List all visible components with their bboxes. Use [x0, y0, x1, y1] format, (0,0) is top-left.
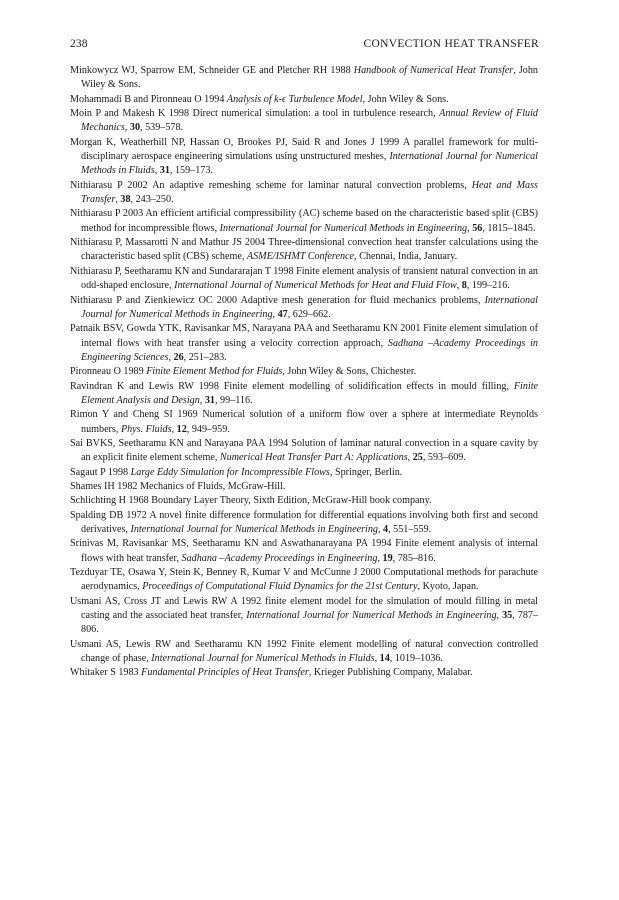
- reference-pages: , John Wiley & Sons.: [81, 65, 538, 91]
- reference-authors: Usmani AS, Lewis RW and Seetharamu KN 1992: [70, 638, 292, 650]
- reference-source: Annual Review of Fluid Mechanics: [81, 108, 538, 134]
- reference-authors: Morgan K, Weatherhill NP, Hassan O, Brookes PJ, Said R and Jones J 1999: [70, 136, 403, 148]
- reference-entry: Spalding DB 1972 A novel finite difference formulation for differential equations involving both first and second derivatives, International Journal for Numerical Methods in Engineering, 4, 551–559.: [70, 509, 538, 535]
- reference-entry: Rimon Y and Cheng SI 1969 Numerical solution of a uniform flow over a sphere at intermediate Reynolds numbers, Phys. Fluids, 12, 949–959.: [70, 409, 538, 435]
- reference-source: International Journal for Numerical Methods in Fluids: [151, 653, 375, 665]
- reference-title: Finite element modelling of natural convection controlled change of phase,: [81, 638, 538, 665]
- reference-entry: Srinivas M, Ravisankar MS, Seetharamu KN and Aswathanarayana PA 1994 Finite element analysis of internal flows with heat transfer, Sadhana –Academy Proceedings in Engineering, 19, 785–816.: [70, 538, 538, 564]
- running-title: CONVECTION HEAT TRANSFER: [363, 38, 539, 50]
- reference-authors: Nithiarasu P and Zienkiewicz OC 2000: [70, 294, 241, 306]
- reference-title: Boundary Layer Theory, Sixth Edition, McGraw-Hill book company.: [151, 495, 432, 507]
- reference-source: International Journal for Numerical Methods in Engineering: [246, 610, 497, 622]
- reference-pages: , 593–609.: [422, 452, 466, 464]
- reference-volume: 38: [120, 194, 131, 206]
- reference-authors: Moin P and Makesh K 1998: [70, 108, 193, 120]
- reference-authors: Tezduyar TE, Osawa Y, Stein K, Benney R, Kumar V and McCunne J 2000: [70, 567, 384, 579]
- reference-entry: Sai BVKS, Seetharamu KN and Narayana PAA 1994 Solution of laminar natural convection in a square cavity by an explicit finite element scheme, Numerical Heat Transfer Part A: Applications, 25, 593–609.: [70, 437, 539, 464]
- reference-authors: Nithiarasu P, Massarotti N and Mathur JS 2004: [70, 237, 269, 249]
- reference-source: Finite Element Method for Fluids: [146, 366, 283, 378]
- reference-entry: [70, 93, 538, 107]
- reference-entry: [70, 480, 538, 494]
- reference-title: Finite element analysis of transient natural convection in an odd-shaped enclosure,: [81, 265, 538, 292]
- reference-pages: , 159–173.: [169, 165, 213, 177]
- reference-title: Solution of laminar natural convection in a square cavity by an explicit finite element scheme,: [81, 437, 539, 464]
- reference-volume: 25: [412, 452, 423, 464]
- reference-pages: , John Wiley & Sons.: [362, 93, 449, 105]
- reference-entry: Moin P and Makesh K 1998 Direct numerical simulation: a tool in turbulence research, Annual Review of Fluid Mechanics, 30, 539–578.: [70, 108, 538, 134]
- reference-entry: [70, 466, 538, 480]
- reference-pages: , 539–578.: [140, 122, 184, 134]
- reference-authors: Ravindran K and Lewis RW 1998: [70, 380, 224, 392]
- reference-authors: Sai BVKS, Seetharamu KN and Narayana PAA 1994: [70, 437, 292, 449]
- reference-volume: 12: [176, 423, 187, 435]
- reference-pages: , 251–283.: [183, 351, 227, 363]
- reference-list: [70, 64, 538, 681]
- reference-pages: , John Wiley & Sons, Chichester.: [282, 366, 417, 378]
- reference-pages: , Chennai, India, January.: [354, 251, 458, 263]
- reference-authors: Shames IH 1982: [70, 480, 141, 492]
- reference-entry: [70, 566, 538, 595]
- reference-title: Finite element modelling of solidification effects in mould filling,: [223, 380, 514, 392]
- reference-source: Fundamental Principles of Heat Transfer: [141, 667, 309, 679]
- reference-volume: 56: [472, 222, 483, 234]
- reference-pages: , 1815–1845.: [482, 222, 536, 234]
- reference-volume: 14: [379, 653, 390, 665]
- reference-source: International Journal of Numerical Methods for Heat and Fluid Flow: [174, 280, 457, 292]
- reference-entry: Morgan K, Weatherhill NP, Hassan O, Brookes PJ, Said R and Jones J 1999 A parallel framework for multi-disciplinary aerospace engineering simulations using unstructured meshes, International Journal for Numerical Methods in Fluids, 31, 159–173.: [70, 136, 539, 177]
- reference-source: International Journal for Numerical Methods in Engineering: [81, 294, 538, 320]
- reference-authors: Spalding DB 1972: [70, 509, 150, 521]
- reference-entry: Usmani AS, Lewis RW and Seetharamu KN 1992 Finite element modelling of natural convection controlled change of phase, International Journal for Numerical Methods in Fluids, 14, 1019–1036.: [70, 638, 538, 665]
- reference-pages: , 551–559.: [388, 524, 432, 535]
- reference-authors: Nithiarasu P 2002: [70, 179, 153, 191]
- reference-volume: 4: [383, 524, 389, 535]
- reference-entry: [70, 365, 538, 379]
- reference-entry: [70, 64, 538, 93]
- reference-pages: , Springer, Berlin.: [329, 466, 403, 478]
- reference-entry: [70, 236, 538, 265]
- reference-pages: , 1019–1036.: [389, 653, 443, 665]
- reference-source: Handbook of Numerical Heat Transfer: [353, 65, 514, 76]
- reference-volume: 31: [204, 394, 215, 406]
- reference-source: Proceedings of Computational Fluid Dynamics for the 21st Century: [142, 581, 418, 593]
- reference-source: Numerical Heat Transfer Part A: Applications: [219, 452, 408, 464]
- reference-entry: Usmani AS, Cross JT and Lewis RW A 1992 finite element model for the simulation of mould filling in metal casting and the associated heat transfer, International Journal for Numerical Methods in Engineering, 35, 787–806.: [70, 595, 539, 636]
- reference-volume: 31: [159, 165, 170, 177]
- reference-authors: Schlichting H 1968: [70, 495, 152, 507]
- reference-pages: , Krieger Publishing Company, Malabar.: [308, 667, 473, 679]
- reference-volume: 30: [129, 122, 141, 134]
- reference-source: Phys. Fluids: [120, 423, 172, 435]
- reference-pages: , 629–662.: [287, 308, 331, 320]
- reference-volume: 47: [277, 308, 288, 320]
- reference-pages: , 243–250.: [130, 194, 174, 206]
- reference-pages: , 199–216.: [466, 280, 510, 292]
- reference-source: ASME/ISHMT Conference: [246, 251, 355, 263]
- reference-entry: [70, 666, 538, 680]
- reference-source: Finite Element Analysis and Design: [81, 380, 539, 406]
- reference-authors: Nithiarasu P, Seetharamu KN and Sundararajan T 1998: [70, 265, 297, 277]
- reference-title: An efficient artificial compressibility (AC) scheme based on the characteristic based split (CBS) method for incompressible flows,: [81, 208, 538, 234]
- reference-title: Adaptive mesh generation for fluid mechanics problems,: [240, 294, 485, 306]
- reference-title: finite element model for the simulation of mould filling in metal casting and the associated heat transfer,: [81, 595, 538, 622]
- reference-authors: Pironneau O 1989: [70, 366, 147, 378]
- reference-title: A parallel framework for multi-disciplinary aerospace engineering simulations using unstructured meshes,: [81, 136, 539, 163]
- reference-title: Numerical solution of a uniform flow over a sphere at intermediate Reynolds numbers,: [81, 409, 538, 435]
- reference-title: Computational methods for parachute aerodynamics,: [81, 567, 538, 593]
- reference-authors: Whitaker S 1983: [70, 667, 142, 679]
- reference-entry: Nithiarasu P, Seetharamu KN and Sundararajan T 1998 Finite element analysis of transient natural convection in an odd-shaped enclosure, International Journal of Numerical Methods for Heat and Fluid Flow, 8, 199–216.: [70, 265, 538, 292]
- reference-entry: Ravindran K and Lewis RW 1998 Finite element modelling of solidification effects in mould filling, Finite Element Analysis and Design, 31, 99–116.: [70, 380, 539, 406]
- reference-title: Finite element analysis of internal flows with heat transfer,: [81, 538, 538, 564]
- reference-volume: 19: [382, 552, 393, 564]
- page-number: 238: [70, 38, 88, 50]
- reference-authors: Minkowycz WJ, Sparrow EM, Schneider GE and Pletcher RH 1988: [70, 65, 354, 76]
- reference-entry: Nithiarasu P 2003 An efficient artificial compressibility (AC) scheme based on the characteristic based split (CBS) method for incompressible flows, International Journal for Numerical Methods in Engineering, 56, 1815–1845.: [70, 208, 538, 234]
- reference-source: International Journal for Numerical Methods in Engineering: [219, 222, 468, 234]
- reference-source: International Journal for Numerical Methods in Fluids: [81, 151, 538, 177]
- reference-authors: Rimon Y and Cheng SI 1969: [70, 409, 203, 421]
- reference-entry: Nithiarasu P and Zienkiewicz OC 2000 Adaptive mesh generation for fluid mechanics problems, International Journal for Numerical Methods in Engineering, 47, 629–662.: [70, 294, 538, 320]
- reference-pages: , 787–806.: [81, 610, 539, 636]
- reference-source: Analysis of k-ϵ Turbulence Model: [226, 93, 363, 105]
- reference-source: Heat and Mass Transfer: [81, 179, 538, 206]
- reference-authors: Patnaik BSV, Gowda YTK, Ravisankar MS, Narayana PAA and Seetharamu KN 2001: [70, 323, 424, 335]
- reference-entry: [70, 494, 538, 508]
- reference-title: Direct numerical simulation: a tool in turbulence research,: [192, 108, 440, 120]
- reference-authors: Sagaut P 1998: [70, 466, 131, 478]
- reference-source: Large Eddy Simulation for Incompressible Flows: [130, 466, 330, 478]
- reference-authors: Mohammadi B and Pironneau O 1994: [70, 93, 227, 105]
- reference-authors: Nithiarasu P 2003: [70, 208, 146, 220]
- reference-pages: , 785–816.: [392, 552, 436, 564]
- reference-title: An adaptive remeshing scheme for laminar natural convection problems,: [152, 179, 472, 191]
- page-header: [0, 38, 619, 54]
- reference-title: A novel finite difference formulation for differential equations involving both first and second derivatives,: [81, 509, 538, 535]
- reference-source: Sadhana –Academy Proceedings in Engineering: [181, 552, 378, 564]
- reference-entry: Nithiarasu P 2002 An adaptive remeshing scheme for laminar natural convection problems, Heat and Mass Transfer, 38, 243–250.: [70, 179, 538, 206]
- reference-pages: , 99–116.: [214, 394, 253, 406]
- reference-source: Sadhana –Academy Proceedings in Engineering Sciences: [81, 337, 538, 363]
- reference-source: International Journal for Numerical Methods in Engineering: [130, 524, 378, 535]
- reference-authors: Usmani AS, Cross JT and Lewis RW A 1992: [70, 595, 265, 607]
- reference-title: Mechanics of Fluids, McGraw-Hill.: [140, 480, 286, 492]
- reference-title: Three-dimensional convection heat transfer calculations using the characteristic based split (CBS) scheme,: [81, 237, 538, 263]
- reference-authors: Srinivas M, Ravisankar MS, Seetharamu KN and Aswathanarayana PA 1994: [70, 538, 396, 550]
- reference-volume: 26: [173, 351, 184, 363]
- reference-volume: 35: [502, 610, 513, 622]
- reference-entry: Patnaik BSV, Gowda YTK, Ravisankar MS, Narayana PAA and Seetharamu KN 2001 Finite element simulation of internal flows with heat transfer using a velocity correction approach, Sadhana –Academy Proceedings in Engineering Sciences, 26, 251–283.: [70, 323, 539, 363]
- reference-volume: 8: [461, 280, 467, 292]
- reference-title: Finite element simulation of internal flows with heat transfer using a velocity correction approach,: [81, 323, 539, 349]
- reference-pages: , Kyoto, Japan.: [417, 581, 479, 593]
- reference-pages: , 949–959.: [186, 423, 230, 435]
